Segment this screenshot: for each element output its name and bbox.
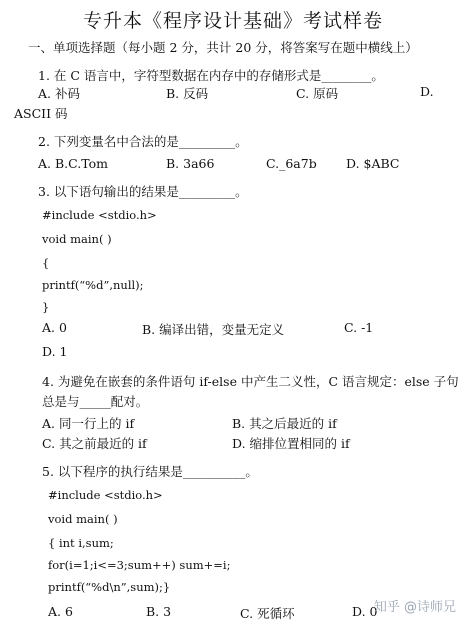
watermark: 知乎 @诗师兄	[373, 600, 456, 615]
code-line: {	[42, 256, 50, 270]
question-5-option-c: C. 死循环	[240, 606, 295, 621]
question-2-option-a: A. B.C.Tom	[38, 156, 108, 171]
section-heading: 一、单项选择题（每小题 2 分，共计 20 分，将答案写在题中横线上）	[28, 40, 418, 55]
question-1-option-c: C. 原码	[296, 86, 339, 101]
question-5-stem: 5. 以下程序的执行结果是__________。	[42, 464, 258, 479]
question-1-stem: 1. 在 C 语言中，字符型数据在内存中的存储形式是________。	[38, 68, 384, 83]
question-4-stem: 4. 为避免在嵌套的条件语句 if-else 中产生二义性，C 语言规定：else 子句	[42, 374, 459, 389]
question-1-option-a: A. 补码	[38, 86, 80, 101]
question-3-stem: 3. 以下语句输出的结果是_________。	[38, 184, 248, 199]
question-3-option-c: C. -1	[344, 320, 374, 335]
code-line: printf(“%d”,null);	[42, 278, 144, 292]
question-3-option-b: B. 编译出错，变量无定义	[142, 322, 285, 337]
code-line: }	[42, 300, 50, 314]
code-line: void main( )	[48, 512, 118, 526]
code-line: void main( )	[42, 232, 112, 246]
question-1-option-d-text: ASCII 码	[14, 106, 68, 121]
code-line: for(i=1;i<=3;sum++) sum+=i;	[48, 558, 231, 572]
question-3-option-a: A. 0	[42, 320, 67, 335]
question-2-stem: 2. 下列变量名中合法的是_________。	[38, 134, 248, 149]
question-4-option-c: C. 其之前最近的 if	[42, 436, 147, 451]
question-2-option-d: D. $ABC	[346, 156, 400, 171]
question-5-option-d: D. 0	[352, 604, 378, 619]
code-line: #include <stdio.h>	[48, 488, 163, 502]
question-4-option-a: A. 同一行上的 if	[42, 416, 135, 431]
question-2-option-b: B. 3a66	[166, 156, 215, 171]
code-line: #include <stdio.h>	[42, 208, 157, 222]
question-4-option-b: B. 其之后最近的 if	[232, 416, 337, 431]
question-3-option-d: D. 1	[42, 344, 68, 359]
code-line: printf(“%d\n”,sum);}	[48, 580, 171, 594]
question-5-option-b: B. 3	[146, 604, 172, 619]
question-5-option-a: A. 6	[48, 604, 73, 619]
question-4-option-d: D. 缩排位置相同的 if	[232, 436, 350, 451]
question-4-stem-continued: 总是与_____配对。	[42, 394, 149, 409]
page-title: 专升本《程序设计基础》考试样卷	[82, 10, 383, 32]
question-1-option-d: D.	[420, 84, 434, 99]
question-2-option-c: C._6a7b	[266, 156, 317, 171]
code-line: { int i,sum;	[48, 536, 114, 550]
question-1-option-b: B. 反码	[166, 86, 209, 101]
